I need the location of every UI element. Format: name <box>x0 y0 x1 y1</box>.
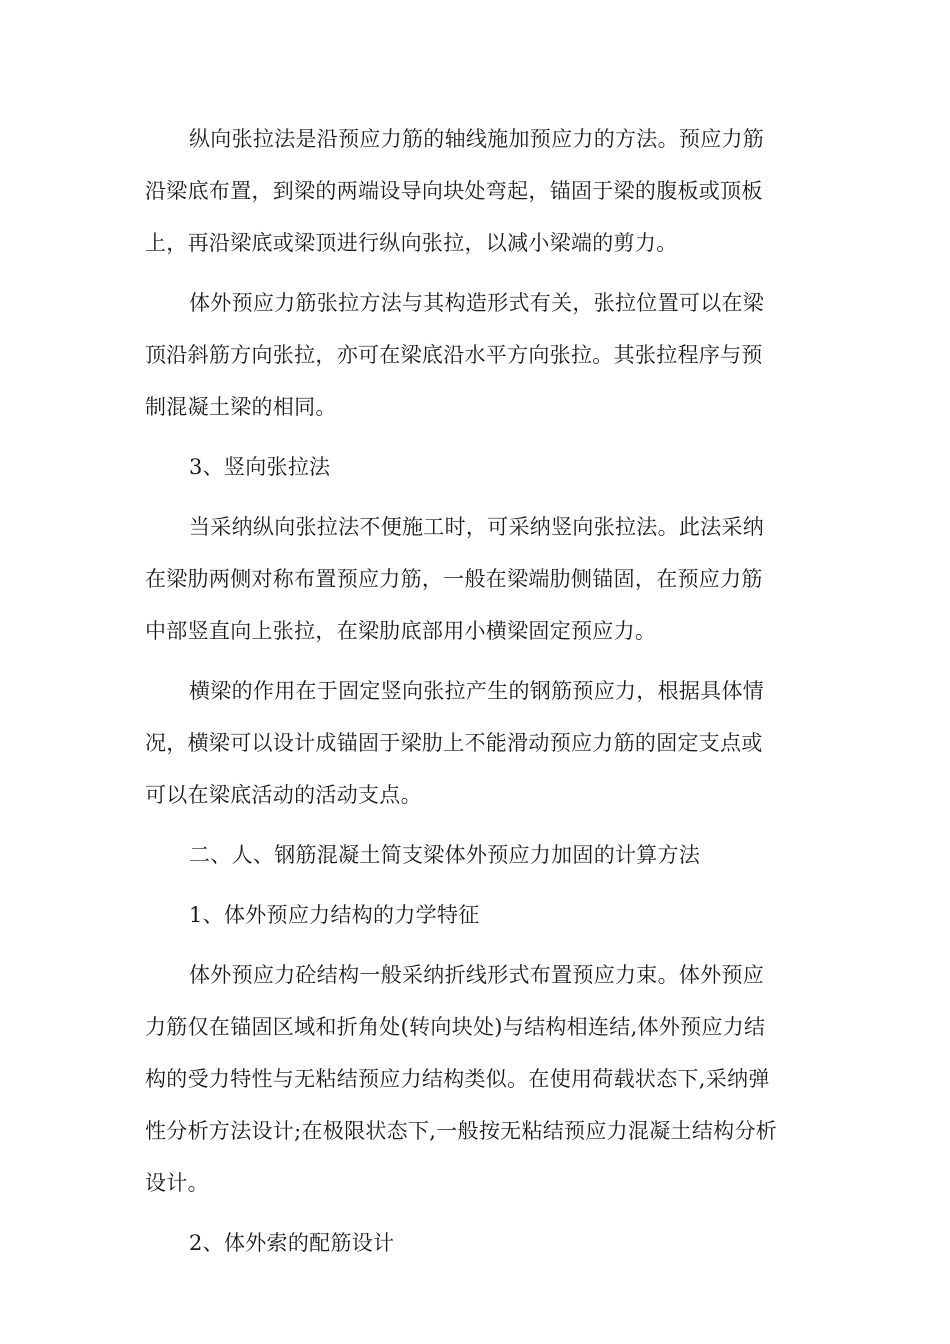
text-line: 性分析方法设计;在极限状态下,一般按无粘结预应力混凝土结构分析 <box>145 1119 778 1143</box>
heading-text: 1、体外预应力结构的力学特征 <box>189 903 480 927</box>
text-line: 上，再沿梁底或梁顶进行纵向张拉，以减小梁端的剪力。 <box>145 231 678 255</box>
heading-text: 2、体外索的配筋设计 <box>189 1231 395 1255</box>
paragraph-external-tension-method <box>145 277 807 433</box>
paragraph-vertical-tension <box>145 501 807 657</box>
heading-text: 3、竖向张拉法 <box>189 455 331 479</box>
text-line: 制混凝土梁的相同。 <box>145 395 337 419</box>
paragraph-external-structure <box>145 949 807 1209</box>
paragraph-crossbeam-role <box>145 665 807 821</box>
text-line: 横梁的作用在于固定竖向张拉产生的钢筋预应力，根据具体情 <box>189 679 765 703</box>
document-body <box>145 113 807 1269</box>
heading-section-two <box>145 829 807 881</box>
text-line: 纵向张拉法是沿预应力筋的轴线施加预应力的方法。预应力筋 <box>189 127 765 151</box>
heading-external-cable-design <box>145 1217 807 1269</box>
heading-vertical-tension <box>145 441 807 493</box>
text-line: 可以在梁底活动的活动支点。 <box>145 783 422 807</box>
heading-text: 二、人、钢筋混凝土简支梁体外预应力加固的计算方法 <box>189 843 701 867</box>
text-line: 顶沿斜筋方向张拉，亦可在梁底沿水平方向张拉。其张拉程序与预 <box>145 343 763 367</box>
text-line: 中部竖直向上张拉，在梁肋底部用小横梁固定预应力。 <box>145 619 657 643</box>
text-line: 体外预应力砼结构一般采纳折线形式布置预应力束。体外预应 <box>189 963 765 987</box>
text-line: 沿梁底布置，到梁的两端设导向块处弯起，锚固于梁的腹板或顶板 <box>145 179 763 203</box>
paragraph-longitudinal-tension <box>145 113 807 269</box>
text-line: 况，横梁可以设计成锚固于梁肋上不能滑动预应力筋的固定支点或 <box>145 731 763 755</box>
text-line: 体外预应力筋张拉方法与其构造形式有关，张拉位置可以在梁 <box>189 291 765 315</box>
text-line: 设计。 <box>145 1171 209 1195</box>
heading-mechanical-features <box>145 889 807 941</box>
text-line: 在梁肋两侧对称布置预应力筋，一般在梁端肋侧锚固，在预应力筋 <box>145 567 763 591</box>
text-line: 力筋仅在锚固区域和折角处(转向块处)与结构相连结,体外预应力结 <box>145 1015 766 1039</box>
text-line: 当采纳纵向张拉法不便施工时，可采纳竖向张拉法。此法采纳 <box>189 515 765 539</box>
text-line: 构的受力特性与无粘结预应力结构类似。在使用荷载状态下,采纳弹 <box>145 1067 770 1091</box>
